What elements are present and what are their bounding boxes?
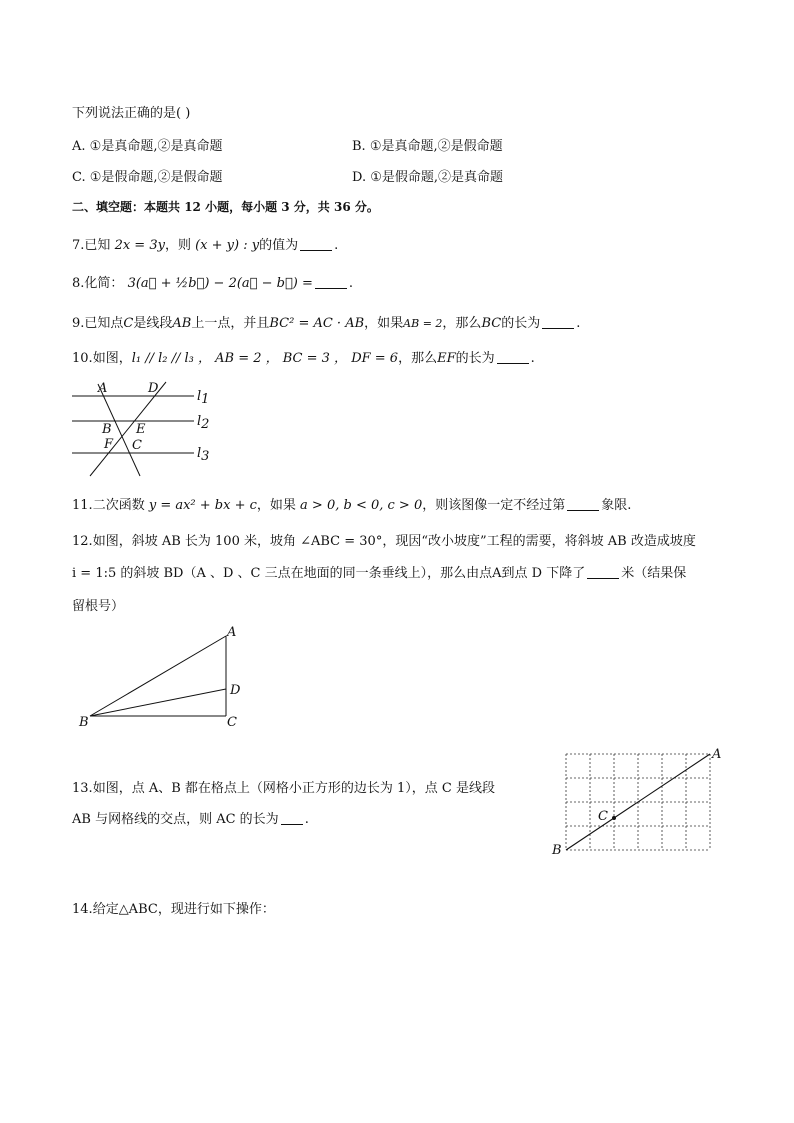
- q9: 9.已知点C是线段AB上一点，并且BC² = AC · AB，如果AB = 2，那么BC的长为 .: [72, 316, 581, 331]
- label-c: C: [132, 438, 142, 453]
- q12-slope-figure: [76, 622, 256, 732]
- answer-blank[interactable]: [281, 812, 303, 825]
- point-c: [612, 816, 616, 820]
- q13-grid-figure: [550, 746, 730, 858]
- q10: 10.如图，l₁ // l₂ // l₃ ， AB = 2 ， BC = 3 ， DF = 6，那么EF的长为 .: [72, 351, 535, 366]
- q10-parallel-lines-figure: [68, 376, 218, 482]
- answer-blank[interactable]: [567, 498, 599, 511]
- label-c: C: [598, 809, 608, 824]
- label-a: A: [712, 747, 722, 762]
- answer-blank[interactable]: [315, 276, 347, 289]
- label-c: C: [227, 715, 237, 730]
- q6-option-d: D. ①是假命题,②是真命题: [352, 170, 504, 185]
- q6-stem: 下列说法正确的是( ): [72, 106, 191, 121]
- q13-line2: AB 与网格线的交点，则 AC 的长为 .: [72, 812, 309, 827]
- q6-option-c: C. ①是假命题,②是假命题: [72, 170, 223, 185]
- q14: 14.给定△ABC，现进行如下操作：: [72, 902, 275, 917]
- q13-line1: 13.如图，点 A、B 都在格点上（网格小正方形的边长为 1），点 C 是线段: [72, 781, 496, 796]
- label-b: B: [79, 715, 89, 730]
- answer-blank[interactable]: [542, 316, 574, 329]
- q12-line1: 12.如图，斜坡 AB 长为 100 米，坡角 ∠ABC = 30°，现因“改小坡度”工程的需要，将斜坡 AB 改造成坡度: [72, 534, 696, 549]
- q6-option-a: A. ①是真命题,②是真命题: [72, 139, 223, 154]
- q8: 8.化简： 3(a⃗ + ½b⃗) − 2(a⃗ − b⃗) = .: [72, 276, 353, 291]
- label-e: E: [136, 422, 146, 437]
- q6-option-b: B. ①是真命题,②是假命题: [352, 139, 503, 154]
- label-a: A: [98, 381, 108, 396]
- q12-line3: 留根号）: [72, 599, 125, 614]
- q7: 7.已知 2x = 3y，则 (x + y) : y的值为 .: [72, 238, 339, 253]
- section-header: 二、填空题：本题共 12 小题，每小题 3 分，共 36 分。: [72, 200, 379, 214]
- answer-blank[interactable]: [300, 238, 332, 251]
- answer-blank[interactable]: [587, 566, 619, 579]
- label-b: B: [552, 843, 562, 858]
- label-d: D: [148, 381, 159, 396]
- answer-blank[interactable]: [497, 351, 529, 364]
- label-l1: l1: [197, 389, 210, 407]
- label-a: A: [227, 625, 237, 640]
- label-l3: l3: [197, 446, 210, 464]
- q12-line2: i = 1:5 的斜坡 BD（A 、D 、C 三点在地面的同一条垂线上），那么由点A到点 D 下降了 米（结果保: [72, 566, 687, 581]
- segment-ab: [90, 636, 226, 716]
- label-b: B: [102, 422, 112, 437]
- label-f: F: [104, 437, 114, 452]
- label-l2: l2: [197, 414, 210, 432]
- label-d: D: [230, 683, 241, 698]
- q11: 11.二次函数 y = ax² + bx + c，如果 a > 0, b < 0, c > 0，则该图像一定不经过第 象限.: [72, 498, 632, 513]
- segment-bd: [90, 689, 226, 716]
